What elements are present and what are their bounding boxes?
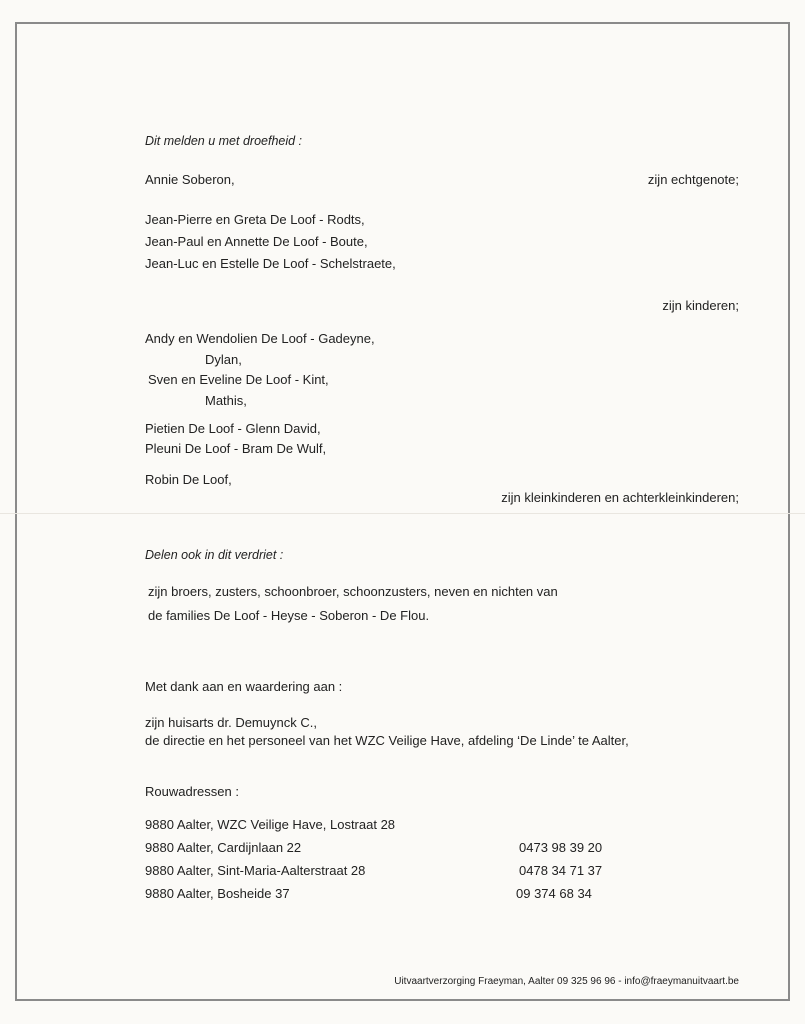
great-grandchild-line: Mathis, bbox=[205, 393, 247, 408]
child-line: Jean-Paul en Annette De Loof - Boute, bbox=[145, 234, 368, 249]
grandchild-line: Pietien De Loof - Glenn David, bbox=[145, 421, 321, 436]
address-line: 9880 Aalter, Sint-Maria-Aalterstraat 28 bbox=[145, 863, 366, 878]
thanks-line: zijn huisarts dr. Demuynck C., bbox=[145, 715, 317, 730]
child-line: Jean-Pierre en Greta De Loof - Rodts, bbox=[145, 212, 365, 227]
address-phone: 0478 34 71 37 bbox=[519, 863, 603, 878]
spouse-name: Annie Soberon, bbox=[145, 172, 235, 187]
address-line: 9880 Aalter, Cardijnlaan 22 bbox=[145, 840, 302, 855]
fold-line bbox=[0, 513, 805, 514]
great-grandchild-line: Dylan, bbox=[205, 352, 242, 367]
grandchildren-relation: zijn kleinkinderen en achterkleinkinderen; bbox=[501, 490, 739, 505]
grandchild-line: Robin De Loof, bbox=[145, 472, 232, 487]
child-line: Jean-Luc en Estelle De Loof - Schelstraete, bbox=[145, 256, 396, 271]
grandchild-line: Sven en Eveline De Loof - Kint, bbox=[148, 372, 329, 387]
share-heading: Delen ook in dit verdriet : bbox=[145, 548, 284, 562]
children-relation: zijn kinderen; bbox=[662, 298, 739, 313]
grandchild-line: Andy en Wendolien De Loof - Gadeyne, bbox=[145, 331, 375, 346]
share-line: de families De Loof - Heyse - Soberon - De Flou. bbox=[148, 608, 430, 623]
thanks-line: de directie en het personeel van het WZC Veilige Have, afdeling ‘De Linde’ te Aalter, bbox=[145, 733, 629, 748]
funeral-home-footer: Uitvaartverzorging Fraeyman, Aalter 09 325 96 96 - info@fraeymanuitvaart.be bbox=[394, 976, 739, 987]
address-phone: 0473 98 39 20 bbox=[519, 840, 603, 855]
thanks-heading: Met dank aan en waardering aan : bbox=[145, 679, 343, 694]
address-line: 9880 Aalter, Bosheide 37 bbox=[145, 886, 290, 901]
intro-text: Dit melden u met droefheid : bbox=[145, 134, 303, 148]
page-border bbox=[15, 22, 790, 1001]
share-line: zijn broers, zusters, schoonbroer, schoonzusters, neven en nichten van bbox=[148, 584, 558, 599]
address-line: 9880 Aalter, WZC Veilige Have, Lostraat 28 bbox=[145, 817, 396, 832]
grandchild-line: Pleuni De Loof - Bram De Wulf, bbox=[145, 441, 327, 456]
address-phone: 09 374 68 34 bbox=[516, 886, 592, 901]
spouse-relation: zijn echtgenote; bbox=[647, 172, 739, 187]
addresses-heading: Rouwadressen : bbox=[145, 784, 239, 799]
